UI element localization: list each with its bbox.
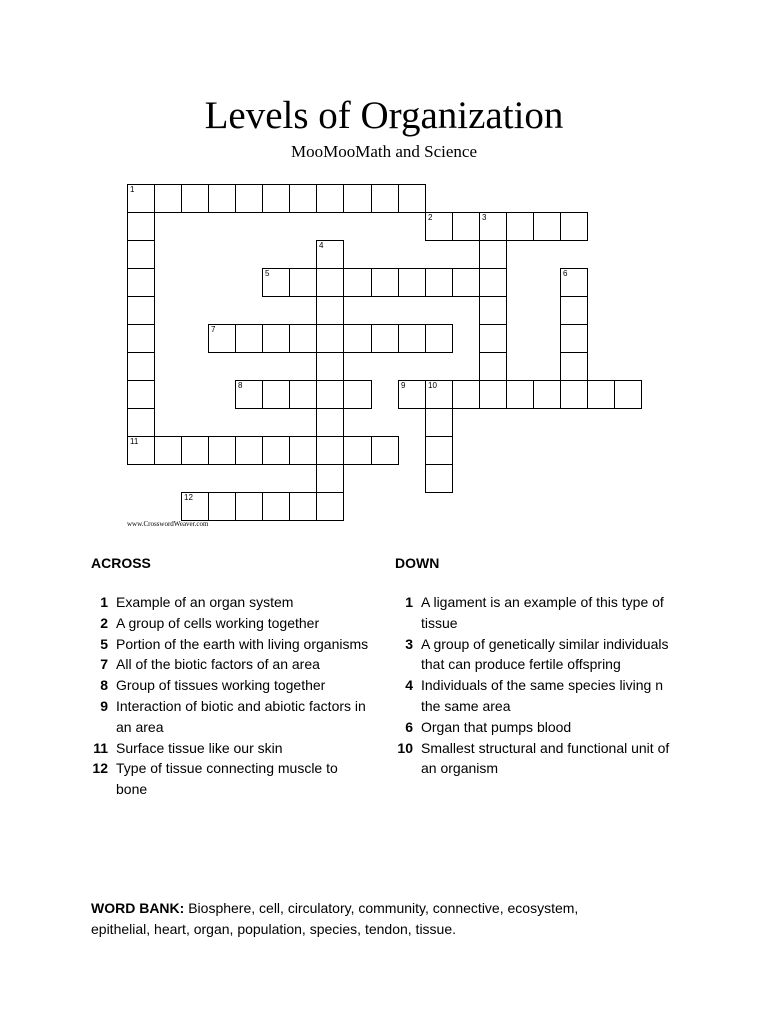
crossword-cell[interactable]: [289, 436, 317, 465]
cell-number: 3: [482, 213, 487, 222]
crossword-cell[interactable]: [235, 492, 263, 521]
crossword-cell[interactable]: [479, 380, 507, 409]
crossword-cell[interactable]: [127, 296, 155, 325]
crossword-cell[interactable]: [398, 324, 426, 353]
crossword-cell[interactable]: [452, 380, 480, 409]
crossword-cell[interactable]: [127, 240, 155, 269]
down-clue-list: [387, 592, 677, 779]
crossword-cell[interactable]: [262, 184, 290, 213]
clue-number: 10: [397, 739, 413, 756]
down-clue: [387, 717, 677, 738]
crossword-cell[interactable]: [235, 380, 263, 409]
across-clue: [82, 675, 372, 696]
crossword-cell[interactable]: [560, 212, 588, 241]
clue-text: A group of genetically similar individuals that can produce fertile offspring: [421, 635, 669, 673]
crossword-cell[interactable]: [127, 436, 155, 465]
crossword-cell[interactable]: [533, 380, 561, 409]
clue-number: 7: [100, 656, 108, 673]
clue-text: All of the biotic factors of an area: [116, 656, 320, 673]
crossword-cell[interactable]: [316, 296, 344, 325]
crossword-cell[interactable]: [560, 268, 588, 297]
crossword-cell[interactable]: [479, 296, 507, 325]
crossword-cell[interactable]: [343, 436, 372, 465]
cell-number: 1: [130, 185, 135, 194]
clue-text: Type of tissue connecting muscle to bone: [116, 760, 338, 798]
crossword-cell[interactable]: [560, 352, 588, 381]
crossword-cell[interactable]: [614, 380, 642, 409]
crossword-cell[interactable]: [154, 184, 182, 213]
crossword-cell[interactable]: [181, 436, 209, 465]
crossword-cell[interactable]: [452, 212, 480, 241]
crossword-cell[interactable]: [452, 268, 480, 297]
across-clue: [82, 654, 372, 675]
crossword-cell[interactable]: [425, 464, 453, 493]
cell-number: 7: [211, 325, 216, 334]
crossword-cell[interactable]: [208, 492, 236, 521]
cell-number: 2: [428, 213, 433, 222]
crossword-cell[interactable]: [479, 240, 507, 269]
crossword-cell[interactable]: [425, 212, 453, 241]
crossword-cell[interactable]: [398, 268, 426, 297]
crossword-cell[interactable]: [316, 492, 344, 521]
cell-number: 4: [319, 241, 324, 250]
crossword-cell[interactable]: [316, 240, 344, 269]
crossword-cell[interactable]: [398, 184, 426, 213]
clue-text: Example of an organ system: [116, 594, 294, 610]
crossword-cell[interactable]: [208, 324, 236, 353]
crossword-cell[interactable]: [235, 324, 263, 353]
cell-number: 8: [238, 381, 243, 390]
crossword-cell[interactable]: [316, 184, 344, 213]
clue-number: 4: [405, 677, 413, 694]
crossword-cell[interactable]: [506, 380, 534, 409]
crossword-cell[interactable]: [289, 268, 317, 297]
page-title: Levels of Organization: [204, 94, 564, 137]
crossword-cell[interactable]: [316, 268, 344, 297]
crossword-cell[interactable]: [127, 184, 155, 213]
crossword-cell[interactable]: [127, 212, 155, 241]
crossword-cell[interactable]: [208, 436, 236, 465]
crossword-cell[interactable]: [425, 324, 453, 353]
clue-text: Group of tissues working together: [116, 677, 326, 694]
crossword-cell[interactable]: [371, 184, 399, 213]
crossword-cell[interactable]: [235, 436, 263, 465]
crossword-cell[interactable]: [343, 324, 372, 353]
crossword-cell[interactable]: [316, 324, 344, 353]
across-clue-list: [82, 592, 372, 800]
clue-text: A group of cells working together: [116, 614, 320, 631]
cell-number: 6: [563, 269, 568, 278]
cell-number: 5: [265, 269, 270, 278]
crossword-cell[interactable]: [316, 464, 344, 493]
page-subtitle: MooMooMath and Science: [290, 142, 478, 161]
cell-number: 9: [401, 381, 406, 390]
crossword-cell[interactable]: [479, 324, 507, 353]
clue-number: 9: [100, 697, 108, 714]
clue-text: Interaction of biotic and abiotic factors in an area: [116, 697, 366, 735]
crossword-cell[interactable]: [371, 268, 399, 297]
crossword-cell[interactable]: [289, 380, 317, 409]
crossword-cell[interactable]: [560, 380, 588, 409]
clue-number: 1: [100, 594, 108, 610]
crossword-cell[interactable]: [316, 436, 344, 465]
crossword-cell[interactable]: [262, 324, 290, 353]
down-clue: [387, 634, 677, 676]
crossword-cell[interactable]: [425, 436, 453, 465]
crossword-cell[interactable]: [479, 352, 507, 381]
clue-number: 6: [405, 718, 413, 735]
crossword-cell[interactable]: [425, 268, 453, 297]
crossword-cell[interactable]: [181, 184, 209, 213]
clue-number: 8: [100, 677, 108, 694]
across-clue: [82, 592, 372, 613]
crossword-cell[interactable]: [398, 380, 426, 409]
crossword-cell[interactable]: [560, 324, 588, 353]
crossword-cell[interactable]: [587, 380, 615, 409]
clue-number: 12: [92, 760, 108, 777]
crossword-cell[interactable]: [479, 268, 507, 297]
crossword-cell[interactable]: [316, 352, 344, 381]
clue-text: Individuals of the same species living n the same area: [421, 677, 664, 714]
crossword-cell[interactable]: [316, 380, 344, 409]
crossword-cell[interactable]: [316, 408, 344, 437]
crossword-cell[interactable]: [262, 268, 290, 297]
crossword-cell[interactable]: [127, 352, 155, 381]
crossword-cell[interactable]: [371, 324, 399, 353]
crossword-cell[interactable]: [289, 324, 317, 353]
clue-number: 11: [93, 739, 108, 756]
crossword-cell[interactable]: [127, 380, 155, 409]
crossword-cell[interactable]: [425, 380, 453, 409]
cell-number: 10: [428, 381, 437, 390]
crossword-cell[interactable]: [262, 436, 290, 465]
crossword-cell[interactable]: [343, 184, 372, 213]
word-bank: [91, 898, 591, 939]
word-bank-label: WORD BANK:: [91, 900, 185, 916]
crossword-cell[interactable]: [262, 492, 290, 521]
crossword-cell[interactable]: [154, 436, 182, 465]
crossword-cell[interactable]: [262, 380, 290, 409]
crossword-cell[interactable]: [181, 492, 209, 521]
down-heading: DOWN: [395, 555, 440, 571]
crossword-cell[interactable]: [479, 212, 507, 241]
crossword-cell[interactable]: [343, 380, 372, 409]
clue-number: 2: [100, 614, 108, 631]
crossword-cell[interactable]: [127, 268, 155, 297]
crossword-cell[interactable]: [560, 296, 588, 325]
clue-text: Surface tissue like our skin: [116, 739, 283, 756]
clue-text: Portion of the earth with living organisms: [116, 635, 369, 652]
crossword-cell[interactable]: [343, 268, 372, 297]
crossword-cell[interactable]: [506, 212, 534, 241]
clue-number: 3: [405, 635, 413, 652]
across-clue: [82, 613, 372, 634]
crossword-cell[interactable]: [371, 436, 399, 465]
down-clue: [387, 592, 677, 634]
across-clue: [82, 634, 372, 655]
crossword-cell[interactable]: [533, 212, 561, 241]
crossword-cell[interactable]: [127, 408, 155, 437]
clue-number: 5: [100, 635, 108, 652]
clue-number: 1: [405, 594, 413, 610]
crossword-cell[interactable]: [235, 184, 263, 213]
word-bank-words: Biosphere, cell, circulatory, community, connective, ecosystem, epithelial, heart, organ, population, species, tendon, tissue.: [91, 900, 579, 937]
across-heading: ACROSS: [91, 555, 151, 571]
down-clue: [387, 738, 677, 780]
cell-number: 11: [130, 437, 139, 446]
crossword-cell[interactable]: [208, 184, 236, 213]
crossword-credit: www.CrosswordWeaver.com: [127, 520, 209, 528]
crossword-cell[interactable]: [289, 492, 317, 521]
down-clue: [387, 675, 677, 717]
crossword-cell[interactable]: [289, 184, 317, 213]
crossword-cell[interactable]: [127, 324, 155, 353]
clue-text: A ligament is an example of this type of tissue: [421, 594, 664, 631]
clue-text: Smallest structural and functional unit of an organism: [421, 739, 670, 777]
across-clue: [82, 758, 372, 800]
clue-text: Organ that pumps blood: [421, 718, 572, 735]
across-clue: [82, 696, 372, 738]
cell-number: 12: [184, 493, 193, 502]
across-clue: [82, 738, 372, 759]
crossword-cell[interactable]: [425, 408, 453, 437]
